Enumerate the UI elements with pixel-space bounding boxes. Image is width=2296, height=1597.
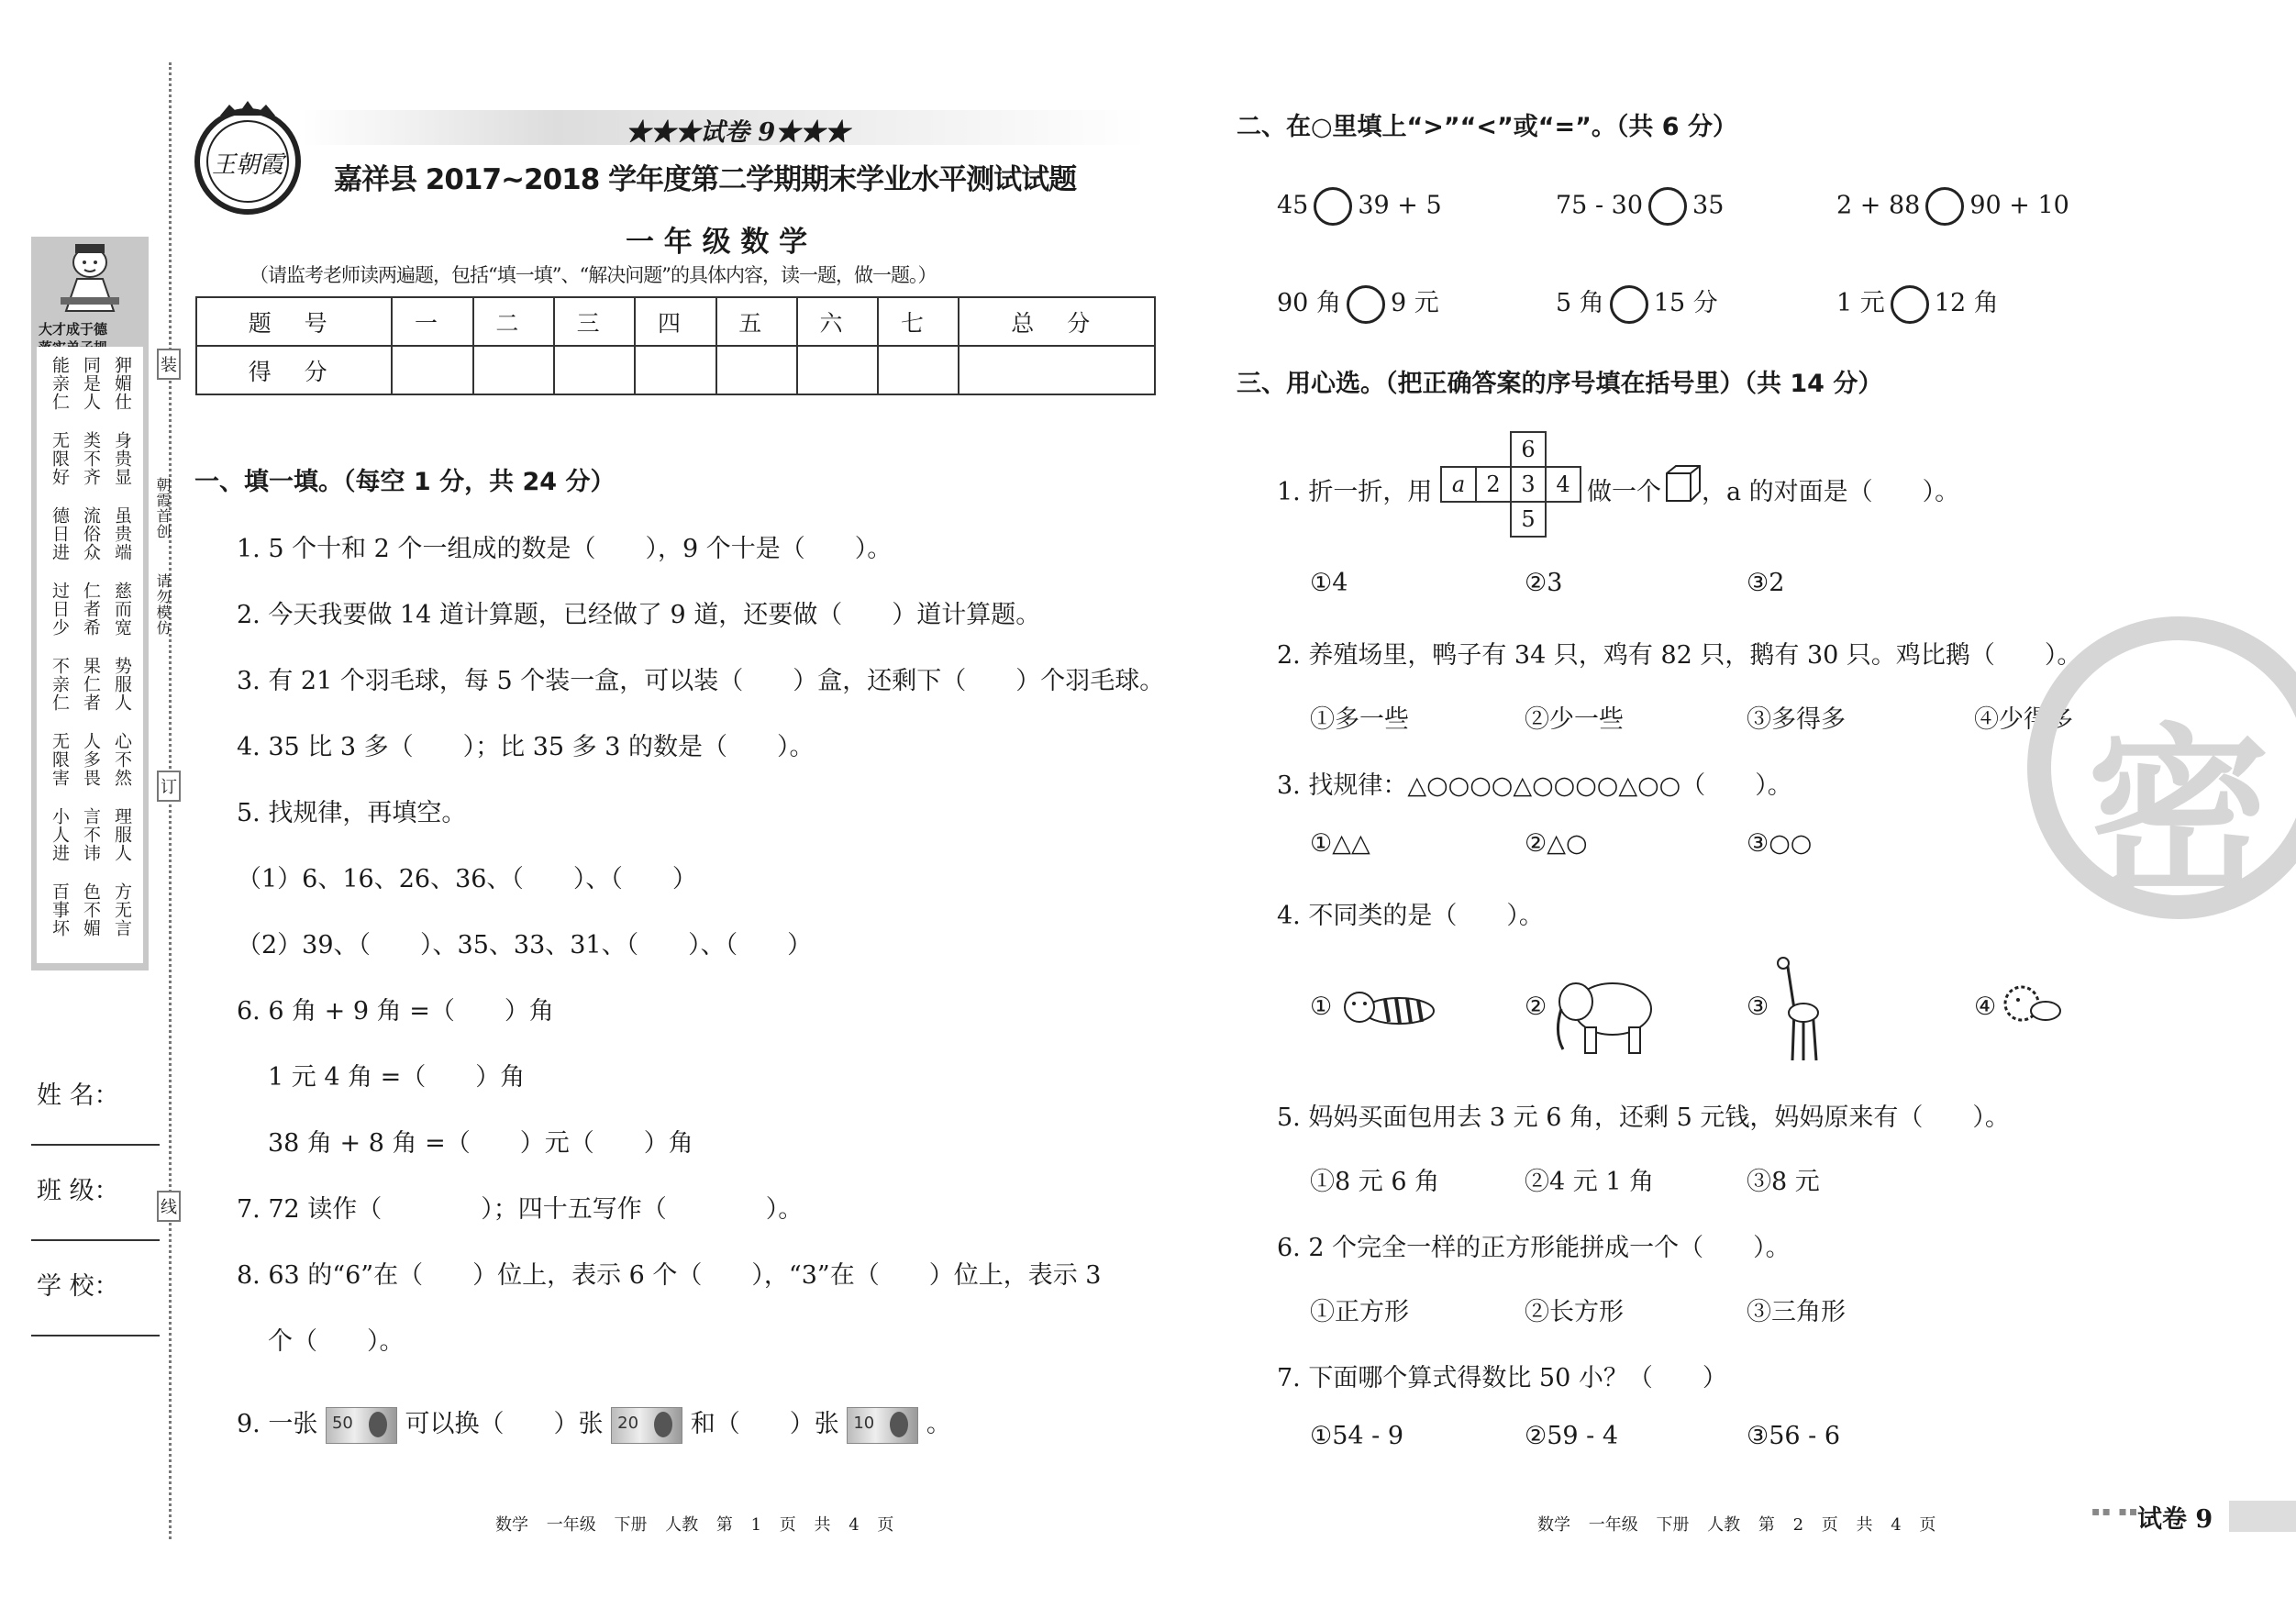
verse: 过日少: [50, 582, 70, 637]
verse: 不亲仁: [50, 657, 70, 712]
option: ③○○: [1747, 829, 1813, 858]
cube-net-diagram: [1440, 429, 1587, 539]
class-field[interactable]: [31, 1239, 160, 1241]
verse: 理服人: [112, 807, 132, 862]
net-cell: 5: [1510, 501, 1547, 538]
footer-right: 数学 一年级 下册 人教 第 2 页 共 4 页: [1537, 1515, 1936, 1535]
section1-title: 一、填一填。（每空 1 分，共 24 分）: [194, 468, 616, 496]
tag-bar: [2229, 1501, 2296, 1532]
verse: 类不齐: [81, 431, 101, 486]
score-header: 五: [716, 297, 797, 346]
compare-left: 5 角: [1556, 289, 1604, 317]
option: ④少得多: [1974, 705, 2073, 734]
compare-item: [1277, 283, 1439, 324]
q3-1-post: ，a 的对面是（ ）。: [1702, 478, 1960, 506]
verse: 慈而宽: [112, 582, 132, 637]
q1-7: 7. 72 读作（ ）；四十五写作（ ）。: [237, 1195, 804, 1224]
compare-right: 15 分: [1653, 289, 1718, 317]
q1-6b: 1 元 4 角 =（ ）角: [268, 1063, 526, 1092]
school-label: 学 校：: [37, 1272, 119, 1301]
score-table-row: [196, 346, 1155, 394]
section2-title: 二、在○里填上“>”“<”或“=”。（共 6 分）: [1237, 113, 1737, 141]
compare-item: [1836, 187, 2069, 226]
score-cell[interactable]: [392, 346, 472, 394]
q3-4: 4. 不同类的是（ ）。: [1277, 902, 1544, 930]
q1-9-text: 。: [926, 1410, 951, 1438]
score-cell[interactable]: [959, 346, 1155, 394]
score-header: 二: [473, 297, 554, 346]
verse: 虽贵端: [112, 506, 132, 561]
q3-7: 7. 下面哪个算式得数比 50 小？（ ）: [1277, 1364, 1727, 1392]
compare-item: [1836, 283, 1999, 324]
compare-right: 12 角: [1934, 289, 1999, 317]
q1-3: 3. 有 21 个羽毛球，每 5 个装一盒，可以装（ ）盒，还剩下（ ）个羽毛球。: [237, 667, 1165, 695]
compare-left: 1 元: [1836, 289, 1885, 317]
compare-right: 35: [1692, 191, 1725, 220]
banknote-50-icon: [326, 1407, 397, 1444]
compare-left: 75 - 30: [1556, 191, 1644, 220]
compare-left: 45: [1277, 191, 1309, 220]
verse: 无限好: [50, 431, 70, 486]
q1-6c: 38 角 + 8 角 =（ ）元（ ）角: [268, 1129, 693, 1158]
compare-left: 90 角: [1277, 289, 1341, 317]
option: ②长方形: [1525, 1298, 1624, 1326]
q1-2: 2. 今天我要做 14 道计算题，已经做了 9 道，还要做（ ）道计算题。: [237, 601, 1041, 629]
net-cell: 2: [1475, 466, 1512, 503]
banknote-value: 10: [853, 1413, 875, 1433]
verse: 无限害: [50, 732, 70, 787]
side-note-2: 请勿模仿: [154, 573, 172, 636]
q1-5b: （2）39、（ ）、35、33、31、（ ）、（ ）: [237, 931, 813, 959]
class-label: 班 级：: [37, 1177, 119, 1205]
compare-item: [1556, 187, 1724, 226]
option: ②△○: [1525, 829, 1588, 858]
compare-circle[interactable]: [1610, 285, 1648, 324]
compare-item: [1277, 187, 1442, 226]
binding-char-ding: 订: [157, 771, 181, 802]
tag-dots-icon: ▪▪ ▪▪: [2091, 1504, 2140, 1519]
q3-3: 3. 找规律：△○○○○△○○○○△○○（ ）。: [1277, 771, 1792, 800]
net-cell: 3: [1510, 466, 1547, 503]
binding-char-zhuang: 装: [157, 349, 181, 380]
verse: 同是人: [81, 356, 101, 411]
q1-9-text: 可以换（ ）张: [405, 1410, 604, 1438]
score-header: 六: [797, 297, 878, 346]
compare-circle[interactable]: [1925, 187, 1964, 226]
compare-right: 39 + 5: [1358, 191, 1442, 220]
net-cell: a: [1440, 466, 1477, 503]
option: ③三角形: [1747, 1298, 1846, 1326]
option: ②59 - 4: [1525, 1422, 1619, 1450]
verse: 果仁者: [81, 657, 101, 712]
q1-9-text: 和（ ）张: [690, 1410, 839, 1438]
compare-circle[interactable]: [1891, 285, 1929, 324]
motto-sidebar: [31, 237, 149, 970]
net-cell: 4: [1545, 466, 1581, 503]
option: ②4 元 1 角: [1525, 1168, 1655, 1196]
q1-8b: 个（ ）。: [268, 1327, 405, 1356]
option: ③8 元: [1747, 1168, 1820, 1196]
name-field[interactable]: [31, 1144, 160, 1146]
name-label: 姓 名：: [37, 1081, 119, 1110]
motto-top-1: 大才成于德: [39, 321, 108, 338]
option: ①8 元 6 角: [1310, 1168, 1440, 1196]
q1-8a: 8. 63 的“6”在（ ）位上，表示 6 个（ ），“3”在（ ）位上，表示 3: [237, 1261, 1102, 1290]
banknote-value: 50: [331, 1413, 353, 1433]
verse: 势服人: [112, 657, 132, 712]
option: ①4: [1310, 569, 1348, 597]
verse: 能亲仁: [50, 356, 70, 411]
verse: 色不媚: [81, 882, 101, 937]
score-cell[interactable]: [473, 346, 554, 394]
score-table-row: [196, 297, 1155, 346]
option: ①54 - 9: [1310, 1422, 1404, 1450]
footer-left: 数学 一年级 下册 人教 第 1 页 共 4 页: [495, 1515, 894, 1535]
brand-logo-text: 王朝霞: [211, 151, 284, 179]
school-field[interactable]: [31, 1335, 160, 1336]
option: ①多一些: [1310, 705, 1409, 734]
banknote-10-icon: [847, 1407, 918, 1444]
compare-left: 2 + 88: [1836, 191, 1921, 220]
q3-1-pre: 1. 折一折，用: [1277, 478, 1433, 506]
series-label: ★★★试卷 9★★★: [626, 118, 850, 147]
option: ②: [1525, 993, 1547, 1021]
option: ②3: [1525, 569, 1563, 597]
subject-title: 一 年 级 数 学: [626, 226, 808, 259]
score-cell[interactable]: [797, 346, 878, 394]
tiger-icon: [1339, 980, 1440, 1035]
q1-1: 1. 5 个十和 2 个一组成的数是（ ），9 个十是（ ）。: [237, 535, 893, 563]
compare-right: 9 元: [1390, 289, 1439, 317]
verse: 流俗众: [81, 506, 101, 561]
footer-tag: 试卷 9: [2137, 1505, 2213, 1534]
verse: 言不讳: [81, 807, 101, 862]
score-cell[interactable]: [716, 346, 797, 394]
elephant-icon: [1548, 969, 1658, 1060]
score-header: 总 分: [959, 297, 1155, 346]
verse: 身贵显: [112, 431, 132, 486]
score-table: [195, 296, 1156, 395]
score-cell[interactable]: [554, 346, 635, 394]
q1-9: [237, 1403, 951, 1444]
verse: 狎媚仕: [112, 356, 132, 411]
verse: 方无言: [112, 882, 132, 937]
score-header: 题 号: [196, 297, 392, 346]
verse-panel: [37, 347, 143, 963]
verse: 百事坏: [50, 882, 70, 937]
score-header: 四: [635, 297, 715, 346]
q3-6: 6. 2 个完全一样的正方形能拼成一个（ ）。: [1277, 1234, 1791, 1262]
exam-title: 嘉祥县 2017~2018 学年度第二学期期末学业水平测试试题: [334, 163, 1077, 196]
verse: 心不然: [112, 732, 132, 787]
q1-4: 4. 35 比 3 多（ ）；比 35 多 3 的数是（ ）。: [237, 733, 815, 761]
option: ①: [1310, 993, 1333, 1021]
verse: 德日进: [50, 506, 70, 561]
option: ④: [1974, 993, 1997, 1021]
score-header: 三: [554, 297, 635, 346]
brand-logo-icon: [188, 99, 307, 218]
watermark-char: 密: [2086, 708, 2270, 922]
compare-circle[interactable]: [1648, 187, 1687, 226]
compare-circle[interactable]: [1314, 187, 1352, 226]
score-label: 得 分: [196, 346, 392, 394]
verse: 小人进: [50, 807, 70, 862]
compare-right: 90 + 10: [1969, 191, 2069, 220]
instructions: （请监考老师读两遍题，包括“填一填”、“解决问题”的具体内容，读一题，做一题。）: [250, 264, 937, 286]
q1-6a: 6. 6 角 + 9 角 =（ ）角: [237, 997, 554, 1026]
score-header: 一: [392, 297, 472, 346]
lion-icon: [2000, 980, 2064, 1033]
option: ①△△: [1310, 829, 1370, 858]
banknote-20-icon: [611, 1407, 682, 1444]
banknote-value: 20: [617, 1413, 639, 1433]
q3-5: 5. 妈妈买面包用去 3 元 6 角，还剩 5 元钱，妈妈原来有（ ）。: [1277, 1103, 2010, 1132]
binding-char-xian: 线: [157, 1191, 181, 1222]
option: ③多得多: [1747, 705, 1846, 734]
q1-9-text: 9. 一张: [237, 1410, 318, 1438]
net-cell: 6: [1510, 431, 1547, 468]
section3-title: 三、用心选。（把正确答案的序号填在括号里）（共 14 分）: [1237, 370, 1883, 398]
option: ③2: [1747, 569, 1785, 597]
score-header: 七: [878, 297, 959, 346]
compare-item: [1556, 283, 1718, 324]
q3-1-mid: 做一个: [1587, 478, 1661, 506]
side-note-1: 朝霞首创: [154, 477, 172, 539]
option: ②少一些: [1525, 705, 1624, 734]
score-cell[interactable]: [878, 346, 959, 394]
option: ③56 - 6: [1747, 1422, 1841, 1450]
option: ③: [1747, 993, 1769, 1021]
giraffe-icon: [1767, 954, 1831, 1064]
compare-circle[interactable]: [1347, 285, 1385, 324]
verse: 人多畏: [81, 732, 101, 787]
score-cell[interactable]: [635, 346, 715, 394]
verse: 仁者希: [81, 582, 101, 637]
q1-5a: （1）6、16、26、36、（ ）、（ ）: [237, 865, 697, 893]
scholar-cartoon-icon: [53, 242, 127, 316]
cube-icon: [1665, 464, 1702, 503]
q3-2: 2. 养殖场里，鸭子有 34 只，鸡有 82 只，鹅有 30 只。鸡比鹅（ ）。: [1277, 641, 2082, 670]
option: ①正方形: [1310, 1298, 1409, 1326]
q1-5: 5. 找规律，再填空。: [237, 799, 467, 827]
